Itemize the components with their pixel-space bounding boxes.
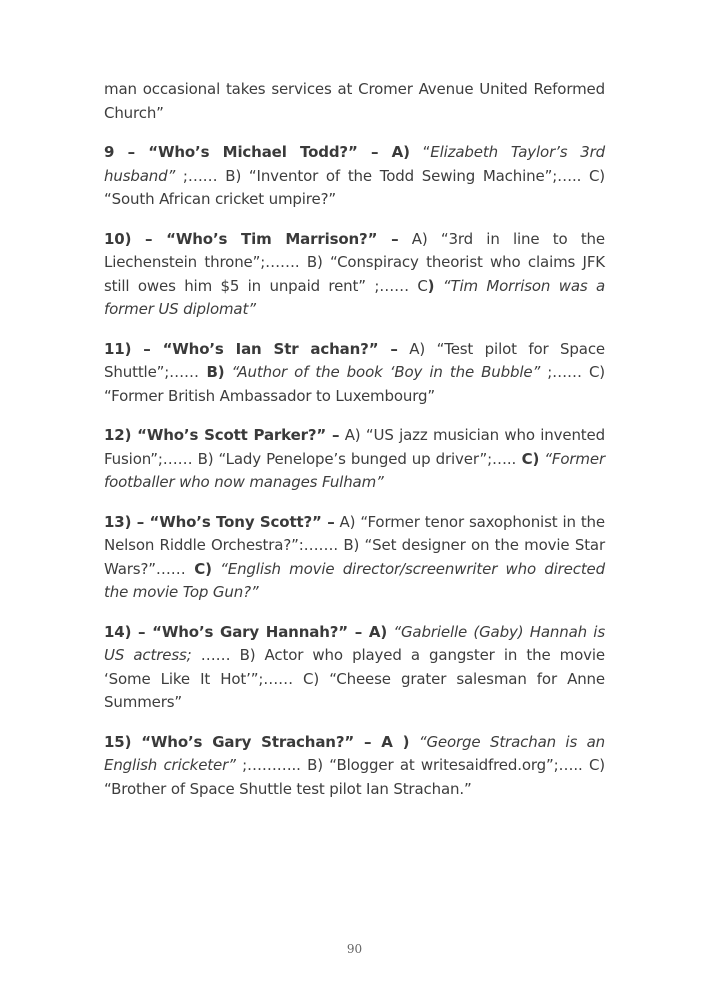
question-10-rest: A) “3rd in line to the Liechenstein throne”;……. B) “Conspiracy theorist who claims JFK still owes him $5 in unpaid rent” ;…… C (104, 229, 605, 295)
question-11-answer-b: “Author of the book ‘Boy in the Bubble” (224, 363, 541, 381)
question-12 (104, 424, 605, 495)
question-15-answer-a: “George Strachan is an English cricketer” (104, 732, 605, 774)
question-11-b-marker: B) (198, 363, 225, 381)
question-11-rest-2: ;…… C) “Former British Ambassador to Luxembourg” (104, 363, 605, 405)
question-12-rest: A) “US jazz musician who invented Fusion”;…… B) “Lady Penelope’s bunged up driver”;….. (104, 426, 605, 468)
question-15 (104, 731, 605, 802)
question-9-title: 9 – “Who’s Michael Todd?” – A) (104, 143, 410, 161)
question-13-answer-c: “English movie director/screenwriter who directed the movie Top Gun?” (104, 559, 605, 601)
question-10-answer-c: “Tim Morrison was a former US diplomat” (104, 276, 605, 318)
page-number: 90 (346, 942, 363, 956)
question-12-answer-c: “Former footballer who now manages Fulham” (104, 449, 605, 491)
document-body (104, 78, 605, 817)
intro-text: man occasional takes services at Cromer Avenue United Reformed Church” (104, 80, 605, 122)
question-11-title: 11) – “Who’s Ian Str achan?” – (104, 339, 398, 358)
question-11-rest: A) “Test pilot for Space Shuttle”;…… (104, 339, 606, 381)
question-10-title: 10) – “Who’s Tim Marrison?” – (104, 229, 399, 248)
question-14 (104, 621, 605, 715)
question-13 (104, 511, 605, 605)
question-12-title: 12) “Who’s Scott Parker?” – (104, 426, 340, 444)
question-14-title: 14) – “Who’s Gary Hannah?” – A) (104, 622, 388, 641)
question-10 (104, 228, 605, 322)
intro-paragraph (104, 78, 605, 125)
question-9-rest: ;…… B) “Inventor of the Todd Sewing Machine”;….. C) “South African cricket umpire?” (104, 166, 605, 208)
question-14-answer-a: “Gabrielle (Gaby) Hannah is US actress; (104, 622, 605, 664)
question-9-answer-a: Elizabeth Taylor’s 3rd husband” (104, 143, 605, 185)
question-15-title: 15) “Who’s Gary Strachan?” – A ) (104, 732, 410, 751)
question-15-rest: ;……….. B) “Blogger at writesaidfred.org”;….. C) “Brother of Space Shuttle test pilot Ian Strachan.” (104, 756, 605, 798)
question-9 (104, 141, 605, 212)
question-13-title: 13) – “Who’s Tony Scott?” – (104, 512, 335, 531)
question-12-c-marker: C) (516, 449, 540, 468)
question-13-rest: A) “Former tenor saxophonist in the Nelson Riddle Orchestra?”:……. B) “Set designer on the movie Star Wars?”…… (104, 512, 605, 578)
question-10-c-marker: ) (427, 276, 435, 295)
question-9-open-quote: “ (409, 143, 431, 161)
question-14-rest: …… B) Actor who played a gangster in the movie ‘Some Like It Hot’”;…… C) “Cheese grater salesman for Anne Summers” (104, 646, 605, 711)
question-11 (104, 338, 605, 409)
question-13-c-marker: C) (185, 559, 212, 578)
